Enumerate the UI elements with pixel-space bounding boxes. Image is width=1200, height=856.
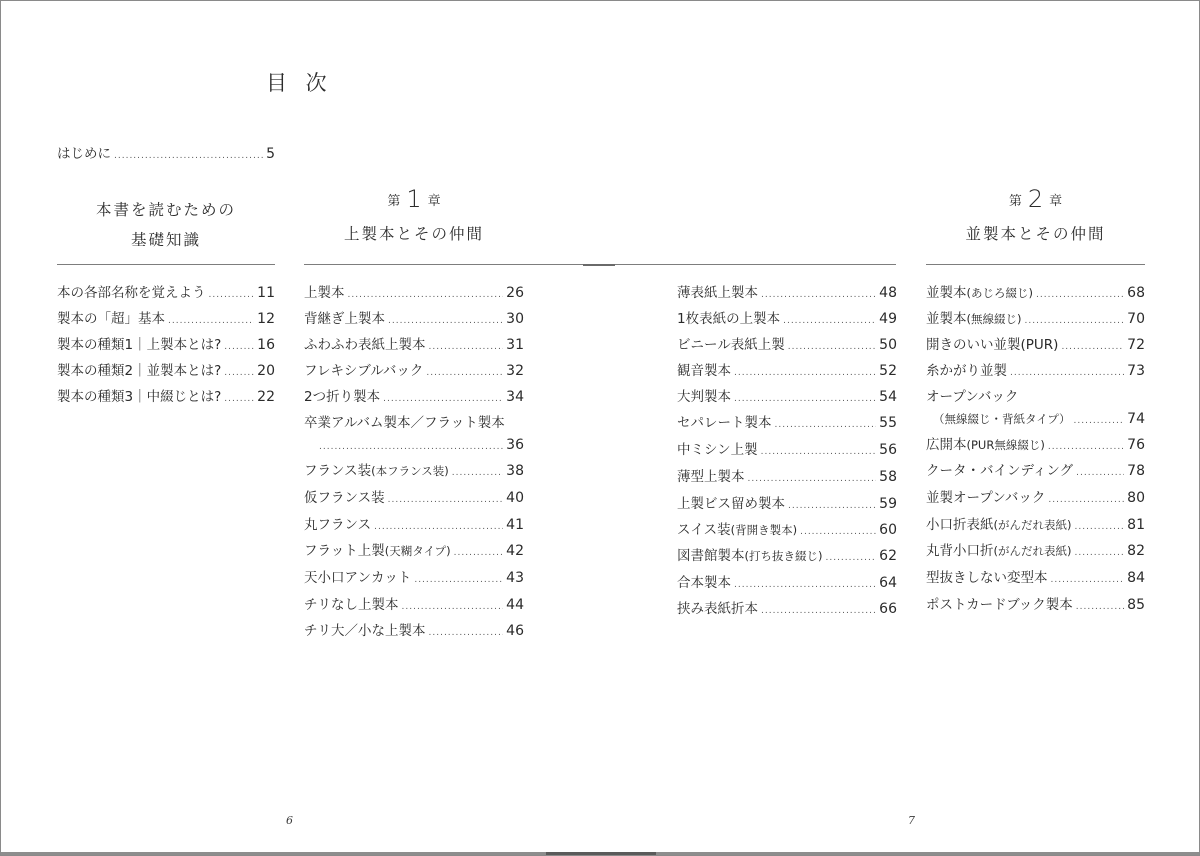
spine-shadow bbox=[546, 852, 656, 855]
toc-entry[interactable]: 図書館製本 (打ち抜き綴じ) ..... 62 bbox=[677, 547, 897, 567]
toc-entry[interactable]: 開きのいい並製(PUR) ..... 72 bbox=[926, 336, 1145, 356]
toc-entry-wrapped-page[interactable]: （無線綴じ・背紙タイプ） ..... 74 bbox=[933, 410, 1145, 430]
leader-dots bbox=[114, 147, 263, 165]
toc-entry[interactable]: 製本の種類3｜中綴じとは? ..... 22 bbox=[57, 388, 275, 408]
toc-entry[interactable]: 並製本 (あじろ綴じ) ..... 68 bbox=[926, 284, 1145, 304]
folio-right: 7 bbox=[908, 814, 915, 827]
toc-entry[interactable]: スイス装 (背開き製本) ..... 60 bbox=[677, 521, 897, 541]
toc-entry[interactable]: セパレート製本 ..... 55 bbox=[677, 414, 897, 434]
toc-entry[interactable]: チリ大／小な上製本 ..... 46 bbox=[304, 622, 524, 642]
toc-entry[interactable]: 広開本 (PUR無線綴じ) ..... 76 bbox=[926, 436, 1145, 456]
toc-entry[interactable]: チリなし上製本 ..... 44 bbox=[304, 596, 524, 616]
toc-entry[interactable]: 背継ぎ上製本 ..... 30 bbox=[304, 310, 524, 330]
toc-entry[interactable]: 製本の種類2｜並製本とは? ..... 20 bbox=[57, 362, 275, 382]
toc-entry[interactable]: 上製本 ..... 26 bbox=[304, 284, 524, 304]
toc-entry[interactable]: フラット上製 (天糊タイプ) ..... 42 bbox=[304, 542, 524, 562]
chapter2-number: 2 bbox=[1027, 185, 1044, 213]
toc-entry[interactable]: 大判製本 ..... 54 bbox=[677, 388, 897, 408]
folio-left: 6 bbox=[286, 814, 293, 827]
section-rule-chapter2 bbox=[926, 264, 1145, 265]
spread-fold-mark bbox=[583, 264, 615, 266]
toc-entry[interactable]: 並製オープンバック ..... 80 bbox=[926, 489, 1145, 509]
toc-entry[interactable]: 上製ビス留め製本 ..... 59 bbox=[677, 495, 897, 515]
section-rule-basics bbox=[57, 264, 275, 265]
toc-entry[interactable]: 薄表紙上製本 ..... 48 bbox=[677, 284, 897, 304]
toc-entry[interactable]: 中ミシン上製 ..... 56 bbox=[677, 441, 897, 461]
toc-entry[interactable]: 1枚表紙の上製本 ..... 49 bbox=[677, 310, 897, 330]
toc-entry-label: はじめに bbox=[57, 146, 111, 162]
toc-entry[interactable]: クータ・バインディング ..... 78 bbox=[926, 462, 1145, 482]
toc-entry[interactable]: 製本の「超」基本 ..... 12 bbox=[57, 310, 275, 330]
toc-entry[interactable]: 2つ折り製本 ..... 34 bbox=[304, 388, 524, 408]
toc-entry[interactable]: ビニール表紙上製 ..... 50 bbox=[677, 336, 897, 356]
toc-entry[interactable]: フレキシブルバック ..... 32 bbox=[304, 362, 524, 382]
basics-heading bbox=[57, 195, 275, 255]
toc-entry[interactable]: 観音製本 ..... 52 bbox=[677, 362, 897, 382]
chapter2-label: 第 2 章 bbox=[1008, 185, 1063, 213]
page-bottom-edge bbox=[1, 852, 1199, 855]
toc-entry-page: 5 bbox=[266, 146, 275, 162]
toc-entry[interactable]: 挟み表紙折本 ..... 66 bbox=[677, 600, 897, 620]
toc-entry-intro[interactable] bbox=[57, 145, 275, 165]
toc-entry[interactable]: 製本の種類1｜上製本とは? ..... 16 bbox=[57, 336, 275, 356]
toc-entry-wrapped-label[interactable]: オープンバック bbox=[926, 389, 1019, 405]
basics-heading-line2: 基礎知識 bbox=[130, 231, 201, 249]
toc-entry[interactable]: 小口折表紙 (がんだれ表紙) ..... 81 bbox=[926, 516, 1145, 536]
toc-entry[interactable]: 丸背小口折 (がんだれ表紙) ..... 82 bbox=[926, 542, 1145, 562]
chapter1-number: 1 bbox=[406, 185, 422, 213]
toc-entry[interactable]: 糸かがり並製 ..... 73 bbox=[926, 362, 1145, 382]
chapter2-title: 並製本とその仲間 bbox=[965, 225, 1106, 243]
toc-entry-wrapped-label[interactable]: 卒業アルバム製本／フラット製本 bbox=[304, 415, 505, 431]
toc-entry[interactable]: 天小口アンカット ..... 43 bbox=[304, 569, 524, 589]
toc-entry[interactable]: 本の各部名称を覚えよう ..... 11 bbox=[57, 284, 275, 304]
basics-heading-line1: 本書を読むための bbox=[95, 201, 236, 219]
chapter1-title: 上製本とその仲間 bbox=[343, 225, 484, 243]
chapter1-label: 第 1 章 bbox=[387, 185, 441, 213]
toc-entry[interactable]: 型抜きしない変型本 ..... 84 bbox=[926, 569, 1145, 589]
toc-entry[interactable]: フランス装 (本フランス装) ..... 38 bbox=[304, 462, 524, 482]
toc-entry[interactable]: 薄型上製本 ..... 58 bbox=[677, 468, 897, 488]
toc-entry[interactable]: 仮フランス装 ..... 40 bbox=[304, 489, 524, 509]
toc-entry[interactable]: ポストカードブック製本 ..... 85 bbox=[926, 596, 1145, 616]
toc-entry[interactable]: 並製本 (無線綴じ) ..... 70 bbox=[926, 310, 1145, 330]
toc-entry-wrapped-page[interactable]: ..... 36 bbox=[319, 436, 524, 456]
toc-entry[interactable]: 合本製本 ..... 64 bbox=[677, 574, 897, 594]
page-title: 目 次 bbox=[266, 71, 333, 95]
toc-entry[interactable]: 丸フランス ..... 41 bbox=[304, 516, 524, 536]
toc-entry[interactable]: ふわふわ表紙上製本 ..... 31 bbox=[304, 336, 524, 356]
